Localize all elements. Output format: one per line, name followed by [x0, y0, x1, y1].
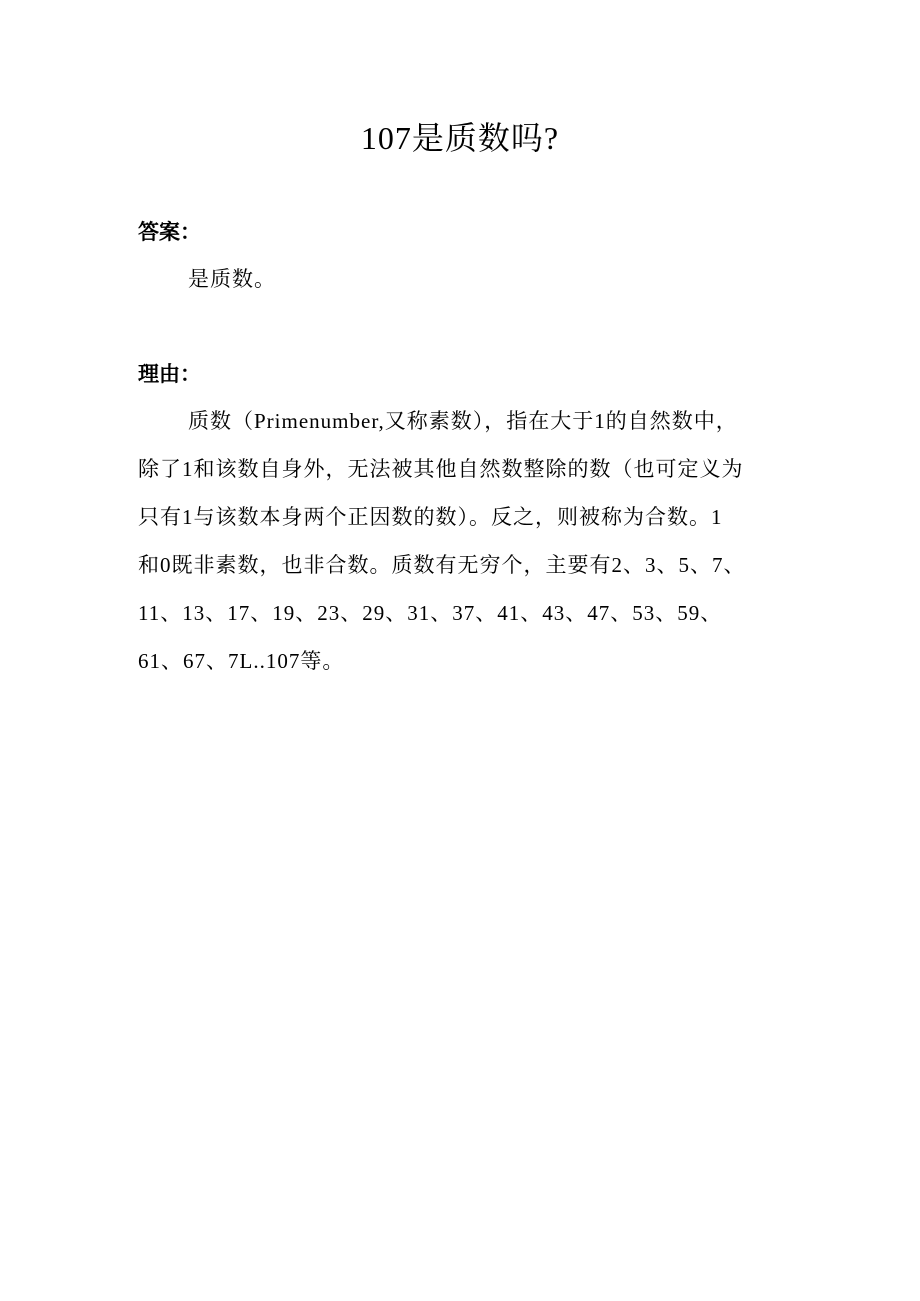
reason-line: 只有1与该数本身两个正因数的数）。反之，则被称为合数。1 [138, 505, 723, 529]
reason-line: 质数（Primenumber,又称素数），指在大于1的自然数中， [188, 409, 738, 433]
answer-text: 是质数。 [188, 267, 276, 291]
reason-line: 和0既非素数，也非合数。质数有无穷个，主要有2、3、5、7、 [138, 553, 746, 577]
reason-paragraph [138, 404, 798, 692]
reason-heading: 理由： [138, 362, 201, 386]
answer-heading: 答案： [138, 220, 201, 244]
reason-line: 11、13、17、19、23、29、31、37、41、43、47、53、59、 [138, 601, 723, 625]
reason-line: 61、67、7L..107等。 [138, 649, 345, 673]
page-title: 107是质数吗? [360, 120, 560, 156]
reason-line: 除了1和该数自身外，无法被其他自然数整除的数（也可定义为 [138, 457, 744, 481]
